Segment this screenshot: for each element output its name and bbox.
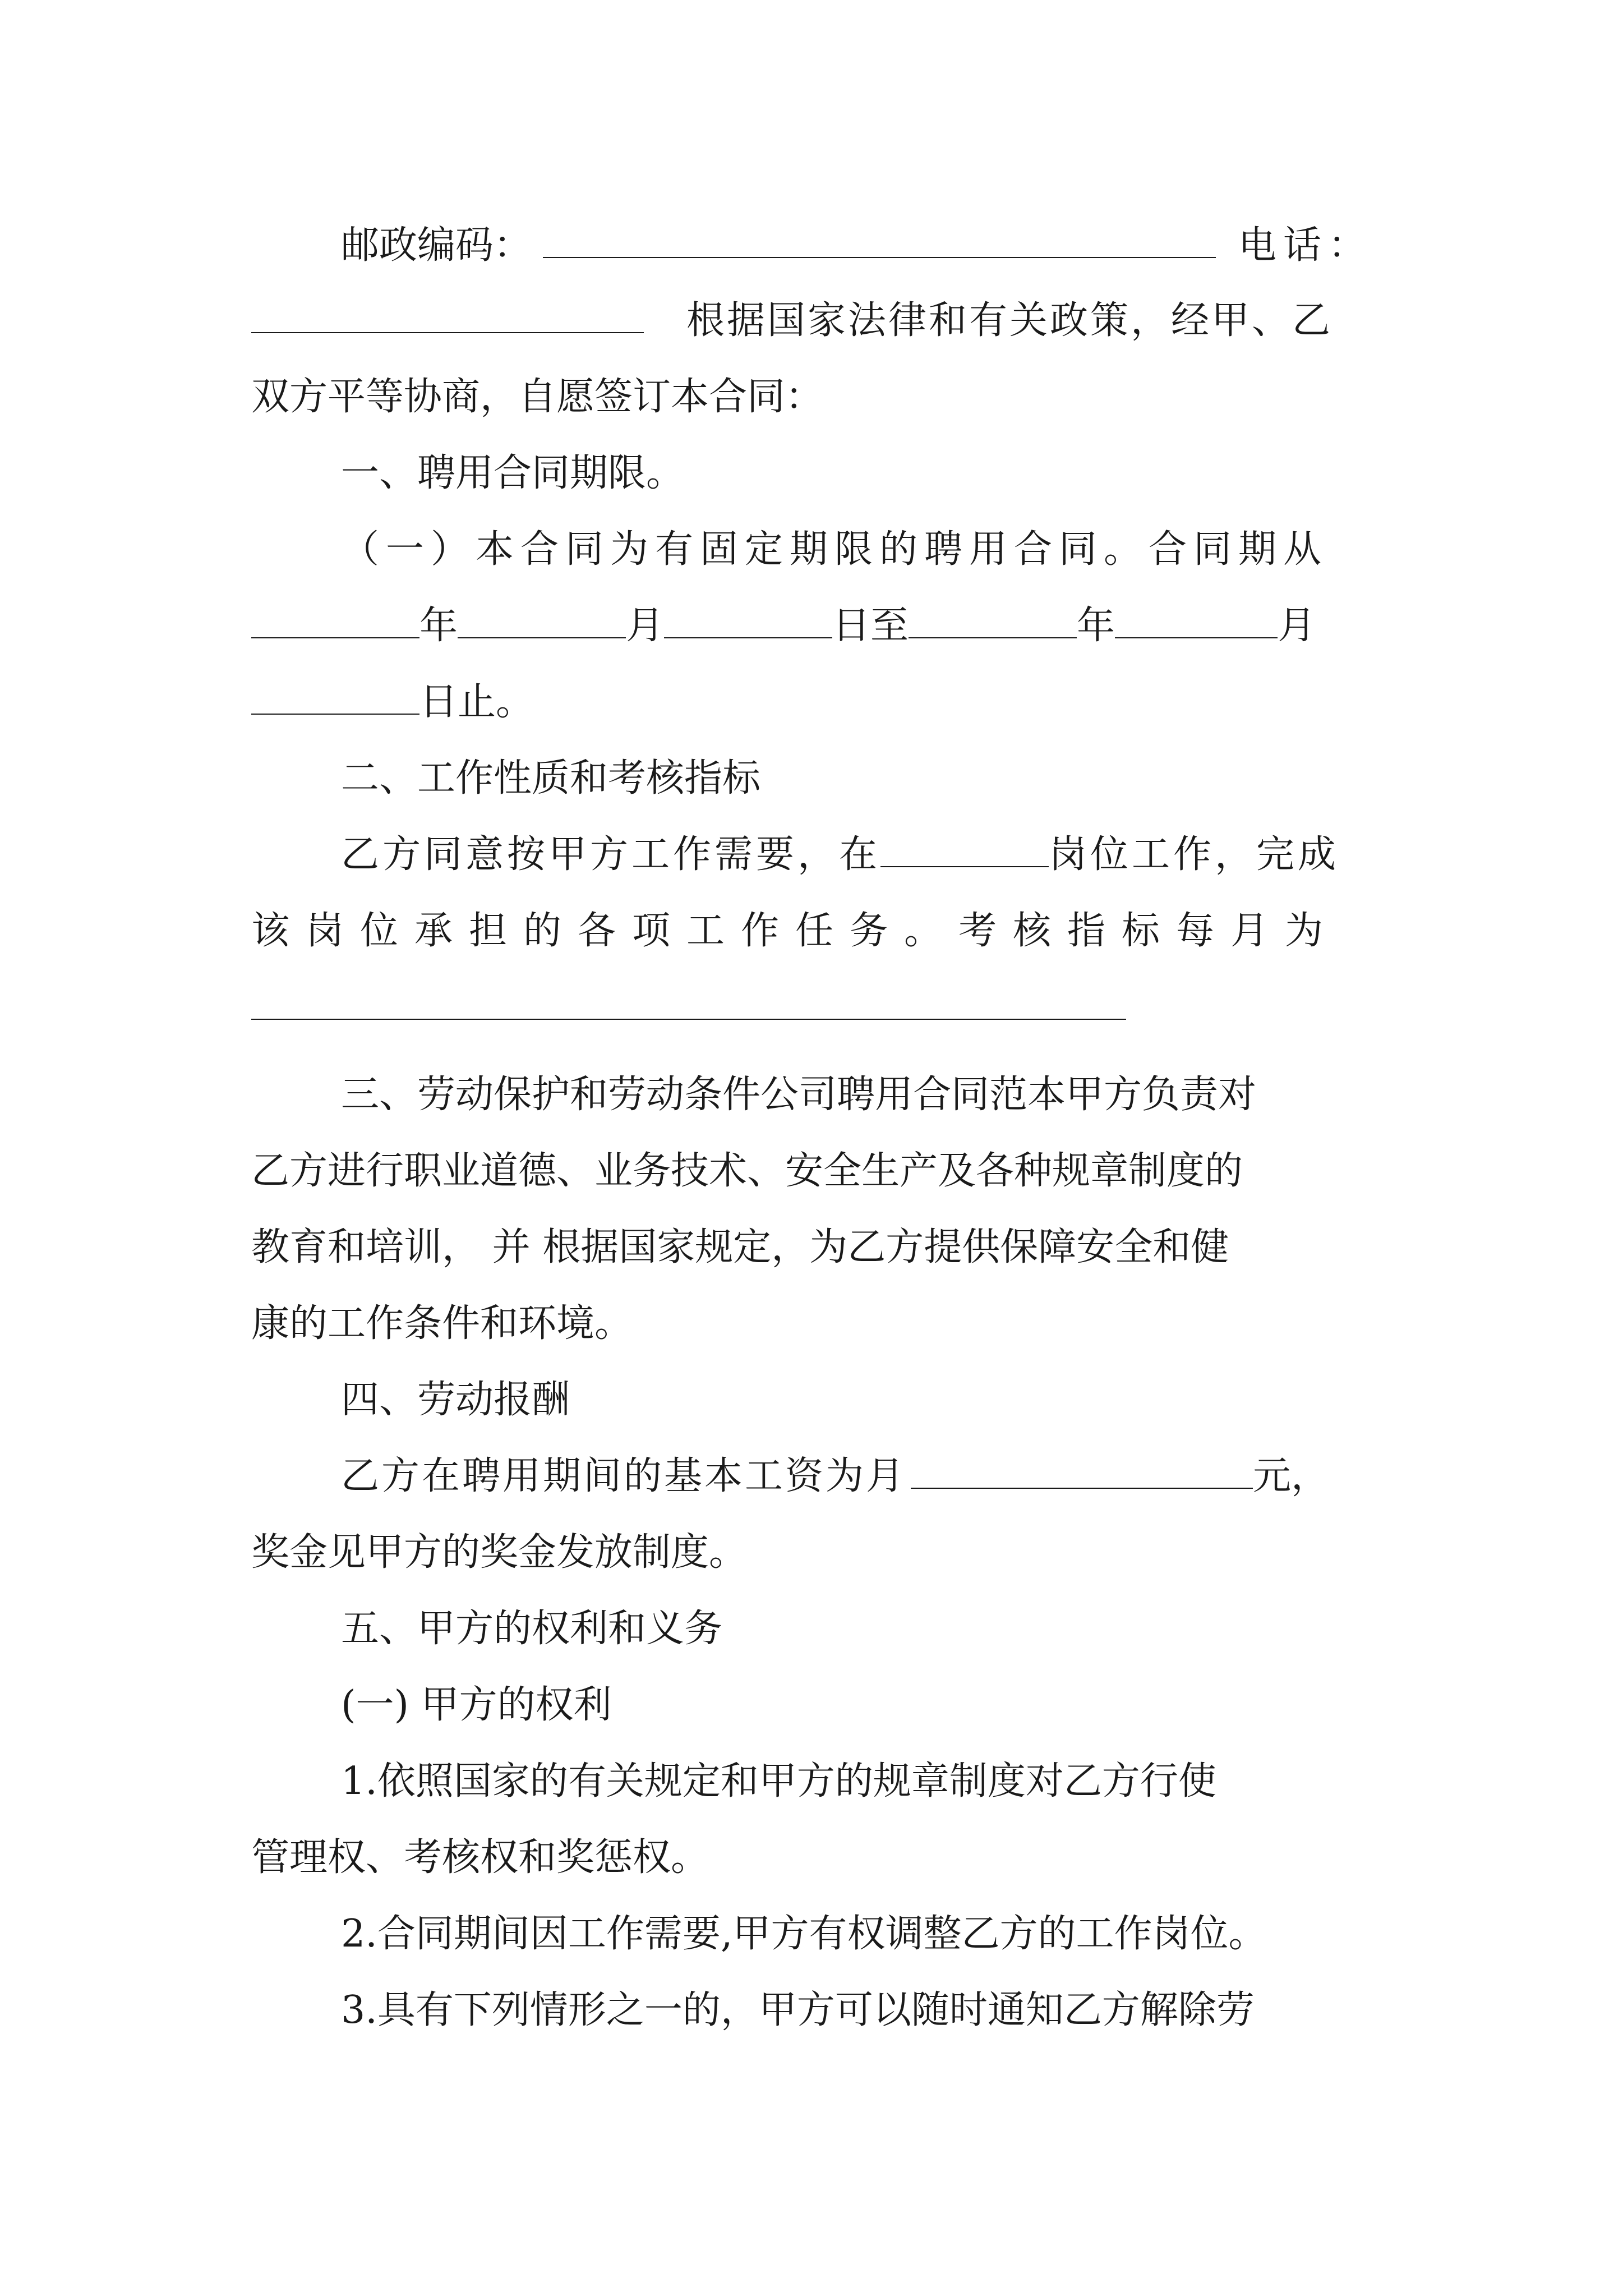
start-month-label: 月 (626, 604, 665, 648)
end-day-blank[interactable] (251, 714, 419, 715)
section-5-subtitle (251, 1672, 1391, 1739)
phone-label: 电话： (1238, 223, 1373, 268)
start-year-blank[interactable] (251, 637, 419, 638)
preamble-line-1 (251, 287, 1391, 355)
item-1-text-2: 管理权、考核权和奖惩权。 (251, 1835, 709, 1880)
section-3-line-3 (251, 1214, 1391, 1281)
section-3-line-2 (251, 1138, 1391, 1205)
section-1-para-line-1 (251, 516, 1391, 583)
position-blank[interactable] (880, 866, 1049, 867)
section-2-para-line-1 (251, 821, 1391, 889)
end-year-label: 年 (1077, 604, 1115, 648)
section-5-title-text: 五、甲方的权利和义务 (341, 1607, 723, 1651)
section-3-text-4: 康的工作条件和环境。 (251, 1301, 633, 1346)
section-2-title-text: 二、工作性质和考核指标 (341, 756, 761, 800)
assessment-blank-line (251, 974, 1391, 1041)
term-sentence: （一）本合同为有固定期限的聘用合同。合同期从 (341, 527, 1329, 572)
section-4-para-line-1 (251, 1443, 1391, 1510)
item-1-line-2 (251, 1824, 1391, 1892)
section-3-text-2: 乙方进行职业道德、业务技术、安全生产及各种规章制度的 (251, 1149, 1243, 1193)
section-4-para-line-2 (251, 1519, 1391, 1586)
start-day-blank[interactable] (664, 637, 832, 638)
preamble-text-a: 根据国家法律和有关政策，经甲、乙 (686, 298, 1333, 343)
assessment-text: 该岗位承担的各项工作任务。考核指标每月为 (251, 909, 1340, 953)
item-3-line (251, 1977, 1391, 2044)
item-1-text-1: 1.依照国家的有关规定和甲方的规章制度对乙方行使 (341, 1759, 1216, 1803)
position-text-a: 乙方同意按甲方工作需要，在 (341, 832, 881, 877)
section-3-text-1: 三、劳动保护和劳动条件公司聘用合同范本甲方负责对 (341, 1073, 1257, 1117)
end-month-blank[interactable] (1115, 637, 1278, 638)
end-month-label: 月 (1278, 604, 1316, 648)
phone-blank[interactable] (251, 332, 644, 333)
position-text-b: 岗位工作，完成 (1049, 832, 1340, 877)
salary-blank[interactable] (911, 1488, 1253, 1489)
term-end-line (251, 669, 1391, 736)
section-5-title (251, 1595, 1391, 1663)
section-2-title (251, 745, 1391, 812)
end-day-label: 日止。 (419, 680, 534, 724)
term-dates-line (251, 592, 1391, 660)
salary-unit: 元， (1253, 1454, 1330, 1498)
item-2-text: 2.合同期间因工作需要,甲方有权调整乙方的工作岗位。 (341, 1912, 1267, 1956)
bonus-text: 奖金见甲方的奖金发放制度。 (251, 1530, 748, 1575)
section-2-para-line-2 (251, 898, 1391, 965)
postal-code-blank[interactable] (543, 257, 1216, 258)
preamble-line-2 (251, 364, 1391, 431)
postal-code-line (251, 212, 1391, 279)
section-1-title-text: 一、聘用合同期限。 (341, 451, 685, 495)
section-4-title-text: 四、劳动报酬 (341, 1378, 570, 1422)
item-2-line (251, 1901, 1391, 1968)
section-3-line-1 (251, 1061, 1391, 1129)
item-1-line-1 (251, 1748, 1391, 1815)
postal-code-label: 邮政编码： (341, 223, 532, 268)
start-day-label: 日至 (832, 604, 909, 648)
assessment-blank[interactable] (251, 1019, 1126, 1020)
start-year-label: 年 (419, 604, 458, 648)
preamble-text-b: 双方平等协商，自愿签订本合同： (251, 375, 824, 419)
section-3-text-3: 教育和培训， 并 根据国家规定，为乙方提供保障安全和健 (251, 1225, 1229, 1269)
party-a-rights-title: (一) 甲方的权利 (341, 1683, 612, 1727)
section-4-title (251, 1366, 1391, 1434)
start-month-blank[interactable] (458, 637, 626, 638)
section-3-line-4 (251, 1290, 1391, 1358)
salary-text: 乙方在聘用期间的基本工资为月 (341, 1454, 907, 1498)
section-1-title (251, 440, 1391, 507)
item-3-text: 3.具有下列情形之一的，甲方可以随时通知乙方解除劳 (341, 1988, 1255, 2032)
end-year-blank[interactable] (909, 637, 1077, 638)
